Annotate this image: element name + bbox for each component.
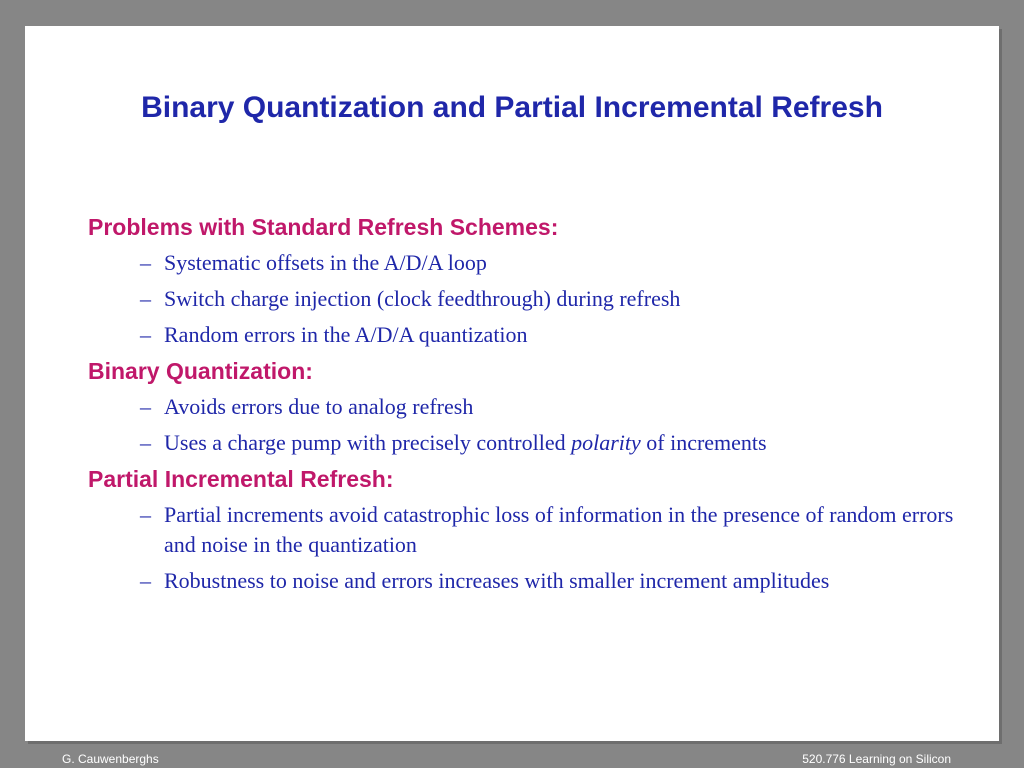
bullet-list [88,500,968,596]
bullet-text: Avoids errors due to analog refresh [164,394,474,419]
dash-marker: – [140,322,151,347]
bullet-text: Robustness to noise and errors increases with smaller increment amplitudes [164,568,830,593]
emphasis-text: polarity [571,430,641,455]
bullet-list [88,392,968,458]
bullet-item [88,500,968,560]
bullet-item [88,320,968,350]
section-partial-incremental-refresh [88,464,968,596]
dash-marker: – [140,568,151,593]
section-heading: Partial Incremental Refresh: [88,466,394,492]
bullet-item [88,284,968,314]
bullet-text: Random errors in the A/D/A quantization [164,322,528,347]
section-heading: Problems with Standard Refresh Schemes: [88,214,559,240]
bullet-list [88,248,968,350]
bullet-text: Partial increments avoid catastrophic loss of information in the presence of random errors and noise in the quantization [164,502,954,557]
bullet-text: Systematic offsets in the A/D/A loop [164,250,487,275]
footer-author: G. Cauwenberghs [62,752,159,766]
dash-marker: – [140,430,151,455]
dash-marker: – [140,394,151,419]
dash-marker: – [140,286,151,311]
bullet-item [88,428,968,458]
bullet-text-after: of increments [640,430,767,455]
section-heading: Binary Quantization: [88,358,313,384]
dash-marker: – [140,502,151,527]
bullet-item [88,392,968,422]
section-standard-refresh-problems [88,212,968,350]
slide-content [88,212,968,602]
slide-title: Binary Quantization and Partial Incremental Refresh [141,91,883,124]
dash-marker: – [140,250,151,275]
bullet-item [88,248,968,278]
section-binary-quantization [88,356,968,458]
bullet-item [88,566,968,596]
bullet-text-before: Uses a charge pump with precisely controlled [164,430,572,455]
footer-course: 520.776 Learning on Silicon [802,752,951,766]
bullet-text: Switch charge injection (clock feedthrough) during refresh [164,286,681,311]
